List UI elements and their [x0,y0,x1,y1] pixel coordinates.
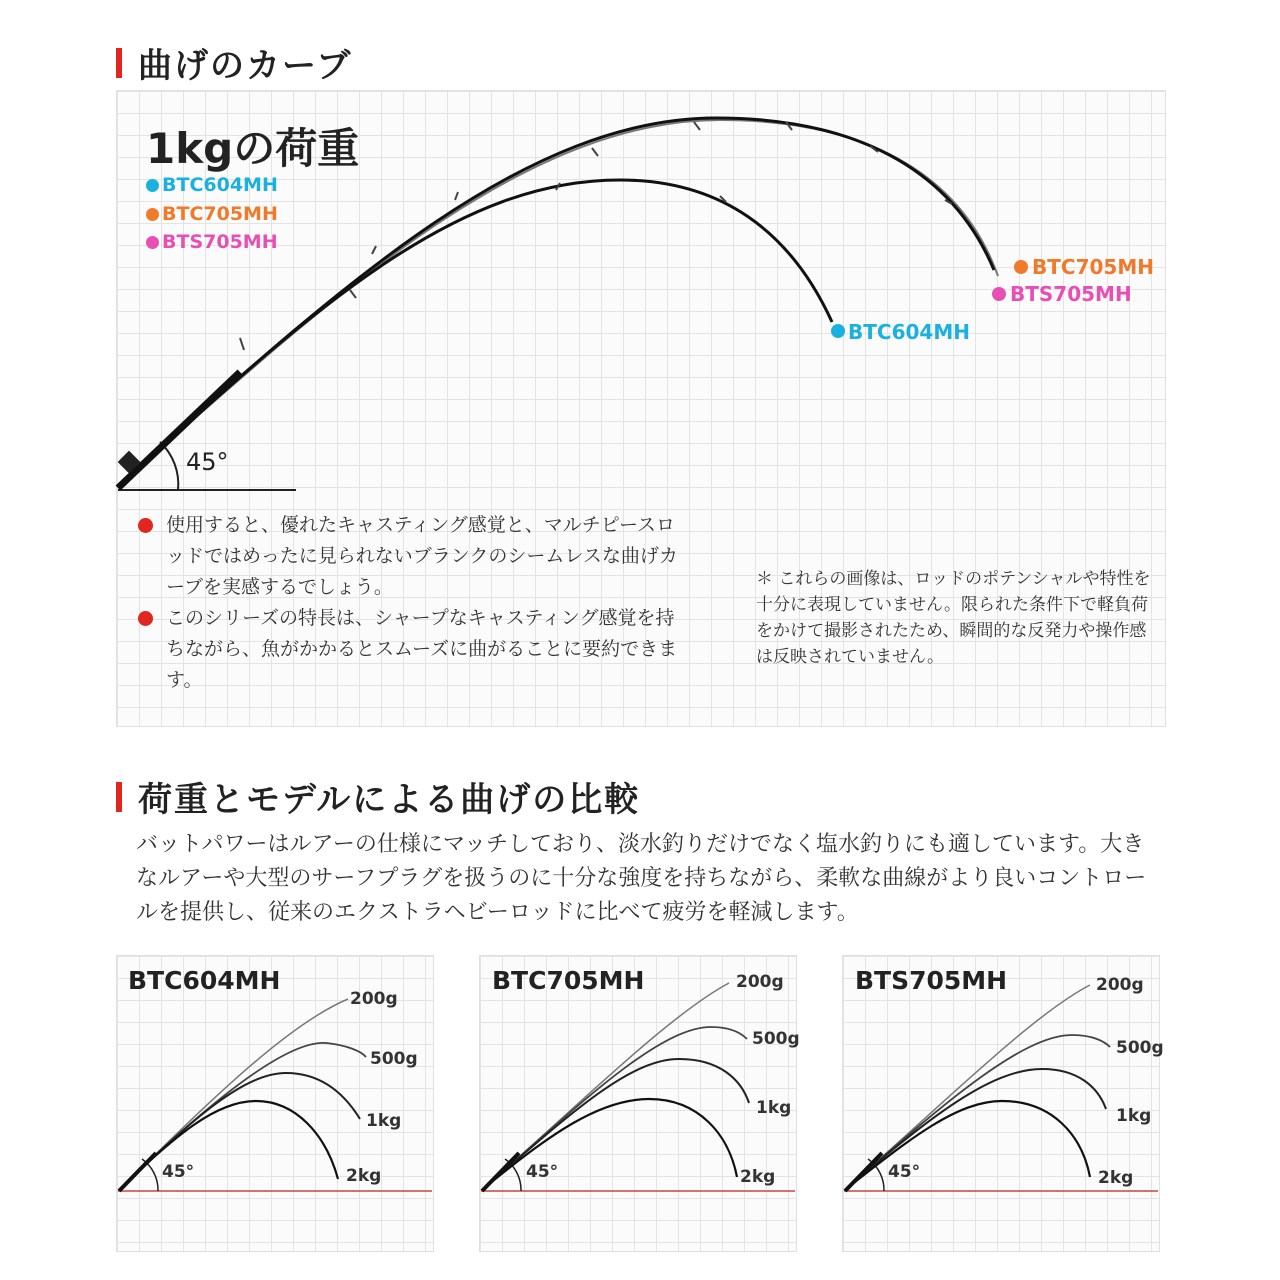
rod-curve-btc705mh [120,118,994,484]
legend-label: BTC705MH [162,203,278,225]
rod-guides [240,122,952,350]
panel-angle-label: 45° [526,1162,559,1182]
weight-label-1kg: 1kg [1116,1106,1152,1126]
curve-2kg [120,1101,338,1189]
tip-label-btc604mh: BTC604MH [848,320,970,344]
angle-label: 45° [186,448,229,476]
feature-bullet [138,510,678,603]
load-title: 1kgの荷重 [146,124,360,173]
weight-label-200g: 200g [350,989,398,1009]
panel-rod-butt [482,1153,519,1191]
feature-bullets [138,510,678,696]
weight-label-1kg: 1kg [366,1111,402,1131]
weight-label-200g: 200g [736,972,784,992]
rod-curve-bts705mh [120,120,998,484]
panel-model-name: BTC604MH [128,966,281,995]
bullet-text: 使用すると、優れたキャスティング感覚と、マルチピースロッドではめったに見られないブランクのシームレスな曲げカーブを実感するでしょう。 [166,514,678,598]
curve-500g [483,1027,747,1189]
curve-500g [846,1035,1110,1189]
tip-label-btc705mh: BTC705MH [1032,255,1154,279]
bullet-dot [138,518,153,533]
panel-angle-label: 45° [888,1162,921,1182]
weight-label-1kg: 1kg [756,1098,792,1118]
panel-chart-bts705mh [842,955,1160,1252]
feature-bullet [138,603,678,696]
section2-heading [116,772,640,821]
comparison-description: バットパワーはルアーの仕様にマッチしており、淡水釣りだけでなく塩水釣りにも適しています。大きなルアーや大型のサーフプラグを扱うのに十分な強度を持ちながら、柔軟な曲線がより良いコントロールを提供し、従来のエクストラヘビーロッドに比べて疲労を軽減します。 [136,832,1147,925]
tip-label-bts705mh: BTS705MH [1010,282,1132,306]
legend-label: BTC604MH [162,174,278,196]
panel-rod-butt [845,1153,882,1191]
panel-chart-btc705mh [479,955,797,1252]
bullet-text: このシリーズの特長は、シャープなキャスティング感覚を持ちながら、魚がかかるとスムーズに曲がることに要約できます。 [166,607,678,691]
legend-label: BTS705MH [162,231,278,253]
weight-label-500g: 500g [1116,1038,1164,1058]
weight-label-500g: 500g [752,1029,800,1049]
panel-angle-label: 45° [162,1162,195,1182]
section1-title: 曲げのカーブ [138,46,353,86]
weight-label-500g: 500g [370,1049,418,1069]
weight-label-2kg: 2kg [1098,1168,1134,1188]
tip-dot-btc705mh [1014,260,1028,274]
disclaimer-note: ＊ これらの画像は、ロッドのポテンシャルや特性を十分に表現していません。限られた条件下で軽負荷をかけて撮影されたため、瞬間的な反発力や操作感は反映されていません。 [756,569,1151,667]
tip-dot-bts705mh [992,287,1006,301]
panel-model-name: BTS705MH [855,966,1008,995]
weight-label-200g: 200g [1096,975,1144,995]
weight-label-2kg: 2kg [346,1166,382,1186]
panel-rod-butt [119,1153,156,1191]
curve-200g [120,999,348,1189]
curve-500g [120,1043,366,1189]
panel-model-name: BTC705MH [492,966,645,995]
bullet-dot [138,611,153,626]
curve-2kg [483,1099,737,1189]
heading-accent-bar [116,782,122,812]
weight-label-2kg: 2kg [740,1167,776,1187]
curve-1kg [120,1073,360,1189]
curve-2kg [846,1101,1090,1189]
section2-title: 荷重とモデルによる曲げの比較 [138,780,641,820]
rod-curve-btc604mh [120,180,832,486]
tip-dot-btc604mh [831,324,845,338]
